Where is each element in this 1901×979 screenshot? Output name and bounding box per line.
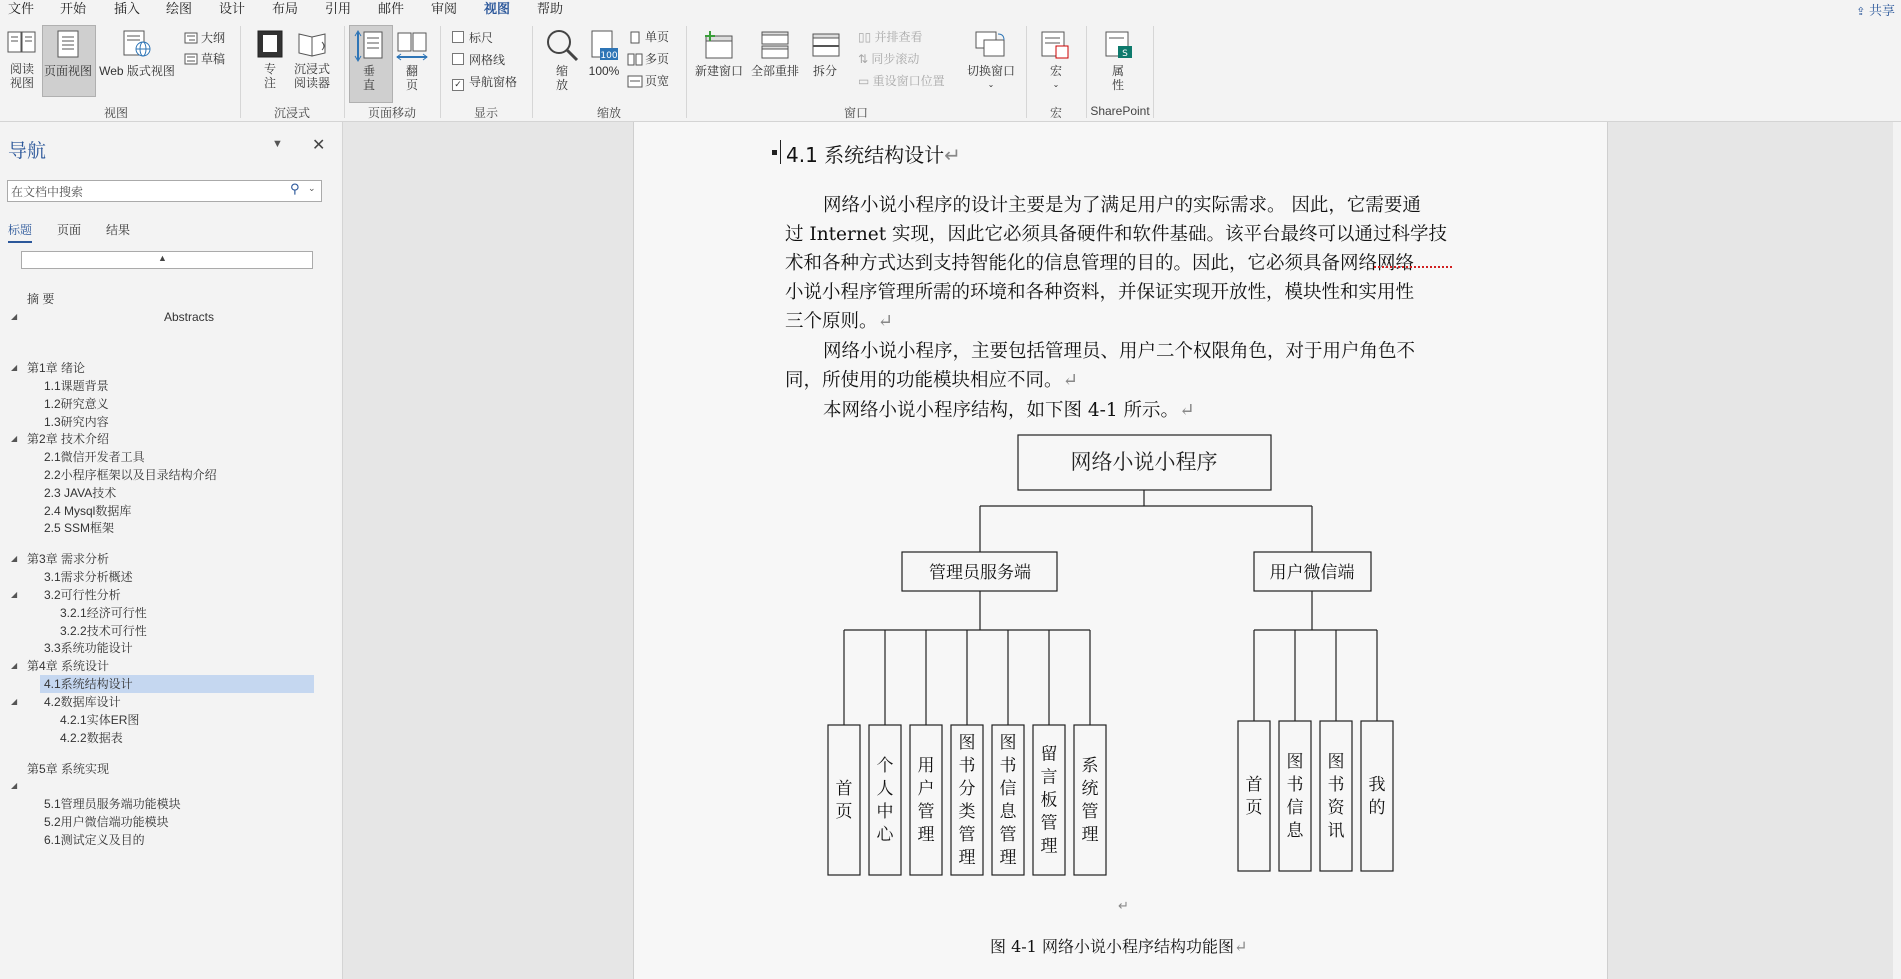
focus-button[interactable]: 专 注 [263,62,276,90]
nav-heading-item[interactable]: 3.1需求分析概述 [44,570,133,584]
draft-button[interactable]: 草稿 [201,52,226,66]
menu-home[interactable]: 开始 [60,1,87,16]
paragraph-line: 网络小说小程序的设计主要是为了满足用户的实际需求。 因此，它需要通 [823,195,1421,216]
expand-triangle-icon[interactable]: ◢ [11,697,18,706]
paragraph-line: 过 Internet 实现，因此它必须具备硬件和软件基础。该平台最终可以通过科学技 [785,224,1448,245]
nav-heading-item[interactable]: 4.2.1实体ER图 [60,713,140,727]
switch-windows-icon [974,30,1008,63]
print-layout-icon [56,30,80,61]
menu-review[interactable]: 审阅 [431,1,458,16]
scroll-up-button[interactable] [21,251,313,269]
diagram-leaf-label: 图书分类管理 [958,733,976,868]
page-width-button[interactable]: 页宽 [645,74,670,88]
section-heading [786,139,961,168]
nav-heading-item[interactable]: 1.2研究意义 [44,397,109,411]
menu-design[interactable]: 设计 [219,1,246,16]
paragraph-line: 小说小程序管理所需的环境和各种资料，并保证实现开放性，模块性和实用性 [785,282,1415,303]
tab-pages[interactable]: 页面 [57,223,82,237]
zoom-100-badge: 100 [600,51,618,61]
sync-scroll-icon: ⇅ [858,52,872,66]
macros-button[interactable]: 宏 [1049,64,1062,78]
paragraph-mark: ↵ [877,311,894,332]
paragraph-line: 术和各种方式达到支持智能化的信息管理的目的。因此，它必须具备网络网络 [785,253,1415,274]
properties-icon [1104,30,1134,63]
zoom-100-button[interactable]: 100% [588,64,620,78]
gridlines-checkbox[interactable] [452,52,505,68]
nav-heading-item[interactable]: 4.2数据库设计 [44,695,121,709]
nav-heading-item[interactable]: 5.1管理员服务端功能模块 [44,797,181,811]
ribbon-separator [1086,26,1087,118]
paragraph-text: 三个原则。 [785,311,878,332]
outline-icon [184,32,198,47]
share-button[interactable] [1856,0,1895,19]
group-page-move-label: 页面移动 [367,106,416,120]
paragraph-mark: ↵ [1062,370,1079,391]
properties-button[interactable]: 属 性 [1111,64,1124,92]
nav-heading-item[interactable]: 摘 要 [27,292,55,306]
diagram-leaf-label: 首页 [835,779,853,822]
menu-insert[interactable]: 插入 [114,1,141,16]
expand-triangle-icon[interactable]: ◢ [11,661,18,670]
expand-triangle-icon[interactable]: ◢ [11,434,18,443]
new-window-icon [703,30,735,63]
menu-draw[interactable]: 绘图 [166,1,193,16]
svg-text:S: S [1122,49,1128,59]
nav-options-icon[interactable]: ▼ [272,138,283,150]
expand-triangle-icon[interactable]: ◢ [11,554,18,563]
zoom-icon [545,28,579,65]
zoom-100-icon [590,30,620,65]
diagram-leaf-box [1238,721,1270,871]
diagram-leaf-label: 图书资讯 [1327,752,1345,841]
gridlines-check-icon [452,53,464,65]
diagram-leaf-label: 个人中心 [876,756,894,845]
nav-heading-item[interactable]: 3.2.1经济可行性 [60,606,147,620]
nav-heading-item[interactable]: 第3章 需求分析 [27,552,110,566]
section-heading-text: 4.1 系统结构设计 [786,143,945,167]
diagram-root-label: 网络小说小程序 [1070,450,1218,474]
diagram-leaf-box [1320,721,1352,871]
menu-mailings[interactable]: 邮件 [378,1,405,16]
scroll-up-icon: ▲ [158,253,167,263]
nav-heading-item[interactable]: 第5章 系统实现 [27,762,110,776]
chevron-down-icon: ⌄ [1052,80,1060,89]
vertical-icon [354,30,384,65]
diagram-leaf-box [1361,721,1393,871]
web-layout-icon [122,30,152,61]
group-macros-label: 宏 [1049,106,1062,120]
expand-triangle-icon[interactable]: ◢ [11,363,18,372]
menu-help[interactable]: 帮助 [537,1,564,16]
vertical-label: 垂 直 [362,64,375,92]
nav-title: 导航 [8,141,47,162]
nav-heading-item[interactable]: 2.3 JAVA技术 [44,486,117,500]
nav-pane-checkbox[interactable] [452,74,517,91]
side-to-side-button[interactable]: 翻 页 [405,64,418,92]
expand-triangle-icon[interactable]: ◢ [11,312,18,321]
group-show-label: 显示 [473,106,498,120]
paragraph-mark: ↵ [1179,400,1195,421]
navigation-pane [0,122,343,979]
menu-references[interactable]: 引用 [325,1,352,16]
side-to-side-icon [395,32,429,65]
nav-heading-item[interactable]: 2.4 Mysql数据库 [44,504,132,518]
expand-triangle-icon[interactable]: ◢ [11,781,18,790]
expand-triangle-icon[interactable]: ◢ [11,590,18,599]
diagram-leaf-label: 用户管理 [917,756,935,845]
menu-view[interactable]: 视图 [484,0,510,22]
nav-heading-item[interactable]: 2.2小程序框架以及目录结构介绍 [44,468,217,482]
diagram-leaf-box [1279,721,1311,871]
outline-button[interactable]: 大纲 [201,31,226,45]
nav-heading-item[interactable]: 4.2.2数据表 [60,731,123,745]
nav-heading-item[interactable]: 1.3研究内容 [44,415,109,429]
paragraph-text: 同，所使用的功能模块相应不同。 [785,370,1063,391]
ruler-checkbox[interactable] [452,30,493,46]
ribbon-separator [240,26,241,118]
nav-pane-label: 导航窗格 [469,75,518,89]
admin-leaf-group [828,630,1106,875]
diagram-leaf-label: 我的 [1368,775,1386,818]
figure-caption [990,934,1247,957]
multiple-pages-button[interactable]: 多页 [645,52,670,66]
one-page-button[interactable]: 单页 [645,30,670,44]
diagram-leaf-box [1074,725,1106,875]
immersive-reader-button[interactable]: 沉浸式 阅读器 [293,62,330,90]
reset-window-icon: ▭ [858,74,873,88]
figure-caption-text: 图 4-1 网络小说小程序结构功能图 [990,937,1234,956]
diagram-leaf-box [828,725,860,875]
reset-window-button[interactable] [858,73,945,89]
paragraph-mark: ↵ [944,143,961,167]
reset-window-label: 重设窗口位置 [872,74,945,88]
nav-heading-item[interactable]: 3.3系统功能设计 [44,641,133,655]
ribbon-separator [1153,26,1154,118]
search-input[interactable] [7,180,322,202]
group-zoom-label: 缩放 [596,106,621,120]
arrange-all-icon [760,30,790,63]
nav-heading-item[interactable]: 2.5 SSM框架 [44,521,115,535]
diagram-leaf-label: 留言板管理 [1040,744,1058,857]
ruler-check-icon [452,31,464,43]
nav-heading-item[interactable]: 3.2可行性分析 [44,588,121,602]
nav-heading-item[interactable]: 第4章 系统设计 [27,659,110,673]
nav-heading-item[interactable]: Abstracts [164,310,215,324]
immersive-reader-icon [296,30,330,61]
menu-layout[interactable]: 布局 [272,1,299,16]
page-width-icon [627,75,643,91]
paragraph-mark: ↵ [1233,937,1248,956]
diagram-leaf-label: 图书信息管理 [999,733,1017,868]
user-leaf-group [1238,630,1393,871]
paragraph-text: 本网络小说小程序结构，如下图 4-1 所示。 [823,400,1180,421]
ribbon-separator [532,26,533,118]
paragraph-mark: ↵ [1118,898,1129,913]
group-view-label: 视图 [103,106,128,120]
paragraph-line: 网络小说小程序，主要包括管理员、用户二个权限角色，对于用户角色不 [823,341,1416,362]
vertical-scrollbar[interactable] [1893,122,1901,979]
group-window-label: 窗口 [843,106,868,120]
group-immersive-label: 沉浸式 [273,106,310,120]
nav-heading-item[interactable]: 4.1系统结构设计 [40,675,314,693]
ribbon-separator [440,26,441,118]
spelling-underline [1374,264,1452,268]
split-button[interactable]: 拆分 [812,64,837,78]
paragraph-line [823,396,1195,425]
chevron-down-icon: ⌄ [987,80,995,89]
side-by-side-icon: ▯▯ [858,30,875,44]
checkmark-icon: ✓ [452,79,464,91]
share-icon: ⇪ [1856,6,1866,18]
nav-heading-item[interactable]: 第1章 绪论 [27,361,86,375]
zoom-button[interactable]: 缩 放 [555,64,568,92]
diagram-leaf-box [910,725,942,875]
ruler-label: 标尺 [469,31,494,45]
new-window-button[interactable]: 新建窗口 [694,64,743,78]
macros-icon [1040,30,1070,63]
ribbon-separator [1026,26,1027,118]
split-icon [811,32,841,61]
close-icon[interactable]: ✕ [312,137,326,154]
switch-windows-button[interactable]: 切换窗口 [966,64,1015,78]
ribbon [0,20,1901,122]
search-placeholder: 在文档中搜索 [11,185,84,199]
paragraph-line [785,307,893,336]
diagram-leaf-label: 系统管理 [1081,756,1099,845]
heading-bullet [772,150,777,155]
one-page-icon [629,31,641,47]
view-side-by-side-label: 并排查看 [874,30,923,44]
diagram-leaf-label: 首页 [1245,775,1263,818]
read-mode-button[interactable]: 阅读 视图 [9,62,34,90]
nav-heading-item[interactable]: 3.2.2技术可行性 [60,624,147,638]
focus-icon [256,30,284,61]
nav-heading-item[interactable]: 1.1课题背景 [44,379,109,393]
gridlines-label: 网格线 [469,53,506,67]
tab-headings[interactable]: 标题 [8,221,32,243]
print-layout-label: 页面视图 [44,64,93,78]
menu-file[interactable]: 文件 [8,1,35,16]
paragraph-line [785,366,1078,395]
group-sharepoint-label: SharePoint [1090,104,1150,118]
diagram-admin-label: 管理员服务端 [929,563,1031,583]
sync-scrolling-button[interactable] [858,51,919,67]
web-layout-button[interactable]: Web 版式视图 [99,64,175,78]
text-cursor [780,140,781,164]
ribbon-separator [686,26,687,118]
nav-heading-item[interactable]: 6.1测试定义及目的 [44,833,145,847]
nav-heading-item[interactable]: 2.1微信开发者工具 [44,450,145,464]
nav-heading-item[interactable]: 第2章 技术介绍 [27,432,110,446]
diagram-leaf-label: 图书信息 [1286,752,1304,841]
share-label: 共享 [1868,3,1895,18]
tab-results[interactable]: 结果 [106,223,131,237]
structure-diagram [820,430,1420,880]
read-mode-icon [7,30,37,57]
nav-heading-item[interactable]: 5.2用户微信端功能模块 [44,815,169,829]
multiple-pages-icon [627,53,643,69]
diagram-user-label: 用户微信端 [1269,563,1355,583]
chevron-down-icon[interactable]: ⌄ [308,183,316,193]
arrange-all-button[interactable]: 全部重排 [750,64,799,78]
draft-icon [184,53,198,68]
sync-scrolling-label: 同步滚动 [871,52,920,66]
view-side-by-side-button[interactable] [858,29,923,45]
diagram-leaf-box [869,725,901,875]
search-icon[interactable]: ⚲ [290,181,300,196]
menu-bar [0,0,1901,20]
